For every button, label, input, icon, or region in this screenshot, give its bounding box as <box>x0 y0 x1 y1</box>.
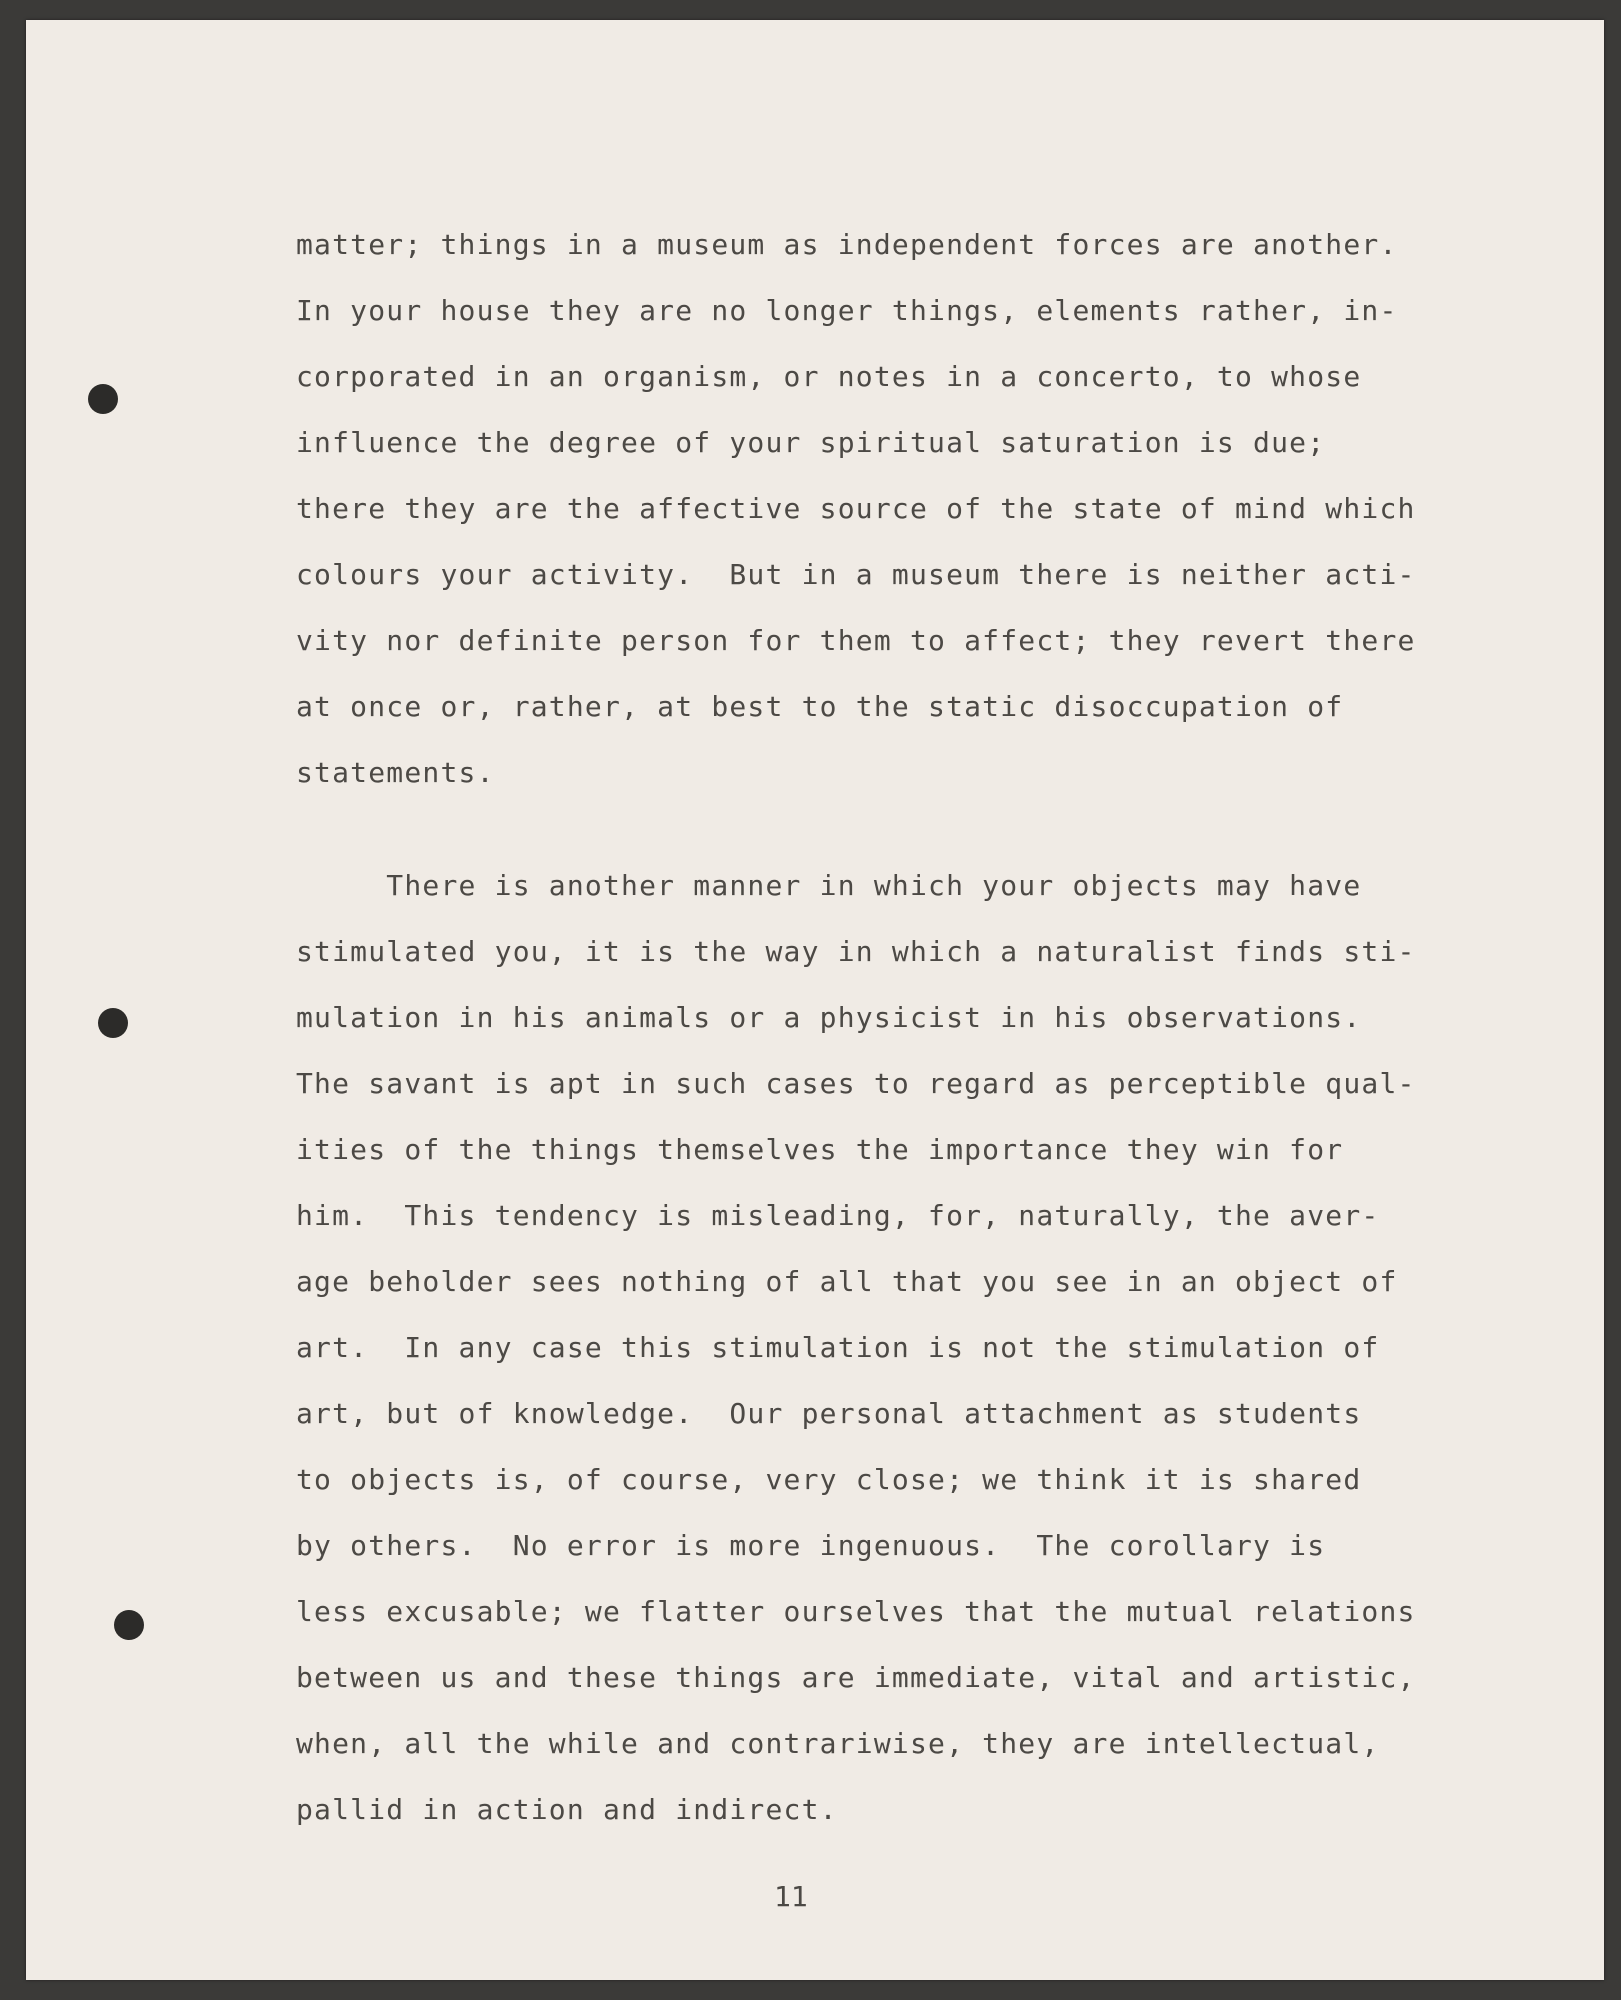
text-line: In your house they are no longer things, elements rather, in- <box>296 294 1398 327</box>
text-line: The savant is apt in such cases to regard as perceptible qual- <box>296 1067 1416 1100</box>
text-line: statements. <box>296 756 495 789</box>
text-line: ities of the things themselves the importance they win for <box>296 1133 1344 1166</box>
text-line: colours your activity. But in a museum there is neither acti- <box>296 558 1416 591</box>
text-line: influence the degree of your spiritual saturation is due; <box>296 426 1326 459</box>
text-line: art, but of knowledge. Our personal attachment as students <box>296 1397 1362 1430</box>
text-line: art. In any case this stimulation is not the stimulation of <box>296 1331 1380 1364</box>
text-line: at once or, rather, at best to the static disoccupation of <box>296 690 1344 723</box>
text-line: when, all the while and contrariwise, they are intellectual, <box>296 1727 1380 1760</box>
text-line: to objects is, of course, very close; we think it is shared <box>296 1463 1362 1496</box>
text-line: by others. No error is more ingenuous. The corollary is <box>296 1529 1326 1562</box>
text-line: There is another manner in which your objects may have <box>296 869 1362 902</box>
text-line: there they are the affective source of the state of mind which <box>296 492 1416 525</box>
text-line: stimulated you, it is the way in which a naturalist finds sti- <box>296 935 1416 968</box>
text-line: him. This tendency is misleading, for, naturally, the aver- <box>296 1199 1380 1232</box>
text-line: corporated in an organism, or notes in a concerto, to whose <box>296 360 1362 393</box>
text-line: mulation in his animals or a physicist in his observations. <box>296 1001 1362 1034</box>
text-line: age beholder sees nothing of all that you see in an object of <box>296 1265 1398 1298</box>
document-page <box>26 20 1604 1980</box>
text-line: less excusable; we flatter ourselves that the mutual relations <box>296 1595 1416 1628</box>
text-line: pallid in action and indirect. <box>296 1793 838 1826</box>
text-line: matter; things in a museum as independent forces are another. <box>296 228 1398 261</box>
text-line: between us and these things are immediate, vital and artistic, <box>296 1661 1416 1694</box>
text-line: vity nor definite person for them to affect; they revert there <box>296 624 1416 657</box>
body-text <box>26 20 1604 1980</box>
page-number: 11 <box>774 1880 808 1913</box>
